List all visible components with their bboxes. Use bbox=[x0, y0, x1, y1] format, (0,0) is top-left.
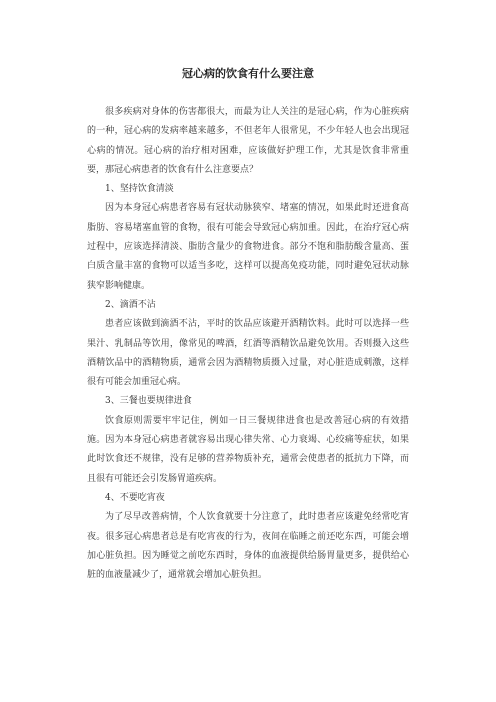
section-heading-1: 1、坚持饮食清淡 bbox=[105, 184, 174, 195]
intro-paragraph: 很多疾病对身体的伤害都很大，而最为让人关注的是冠心病，作为心脏疾病的一种，冠心病的发病率越来越多，不但老年人很常见，不少年轻人也会出现冠心病的情况。冠心病的治疗相对困难，应该做好护理工作，尤其是饮食非常重要，那冠心病患者的饮食有什么注意要点？ bbox=[87, 107, 409, 175]
document-body bbox=[87, 103, 409, 585]
section-heading-4: 4、不要吃宵夜 bbox=[105, 492, 165, 503]
section-heading-2: 2、滴酒不沾 bbox=[105, 299, 156, 310]
section-heading-3: 3、三餐也要规律进食 bbox=[105, 396, 192, 407]
section-paragraph-2: 患者应该做到滴酒不沾，平时的饮品应该避开酒精饮料。此时可以选择一些果汁、乳制品等饮用，像常见的啤酒，红酒等酒精饮品避免饮用。否则摄入这些酒精饮品中的酒精物质，通常会因为酒精物质摄入过量，对心脏造成刺激，这样很有可能会加重冠心病。 bbox=[87, 319, 409, 388]
document-title: 冠心病的饮食有什么要注意 bbox=[182, 67, 314, 80]
section-paragraph-1: 因为本身冠心病患者容易有冠状动脉狭窄、堵塞的情况，如果此时还进食高脂肪、容易堵塞血管的食物，很有可能会导致冠心病加重。因此，在治疗冠心病过程中，应该选择清淡、脂肪含量少的食物进食。部分不饱和脂肪酸含量高、蛋白质含量丰富的食物可以适当多吃，这样可以提高免疫功能，同时避免冠状动脉狭窄影响健康。 bbox=[87, 203, 409, 291]
section-paragraph-4: 为了尽早改善病情，个人饮食就要十分注意了，此时患者应该避免经常吃宵夜。很多冠心病患者总是有吃宵夜的行为，夜间在临睡之前还吃东西，可能会增加心脏负担。因为睡觉之前吃东西时，身体的血液提供给肠胃量更多，提供给心脏的血液量减少了，通常就会增加心脏负担。 bbox=[87, 512, 409, 581]
section-paragraph-3: 饮食原则需要牢牢记住，例如一日三餐规律进食也是改善冠心病的有效措施。因为本身冠心病患者就容易出现心律失常、心力衰竭、心绞痛等症状，如果此时饮食还不规律，没有足够的营养物质补充，通常会使患者的抵抗力下降，而且很有可能还会引发肠胃道疾病。 bbox=[87, 415, 409, 484]
